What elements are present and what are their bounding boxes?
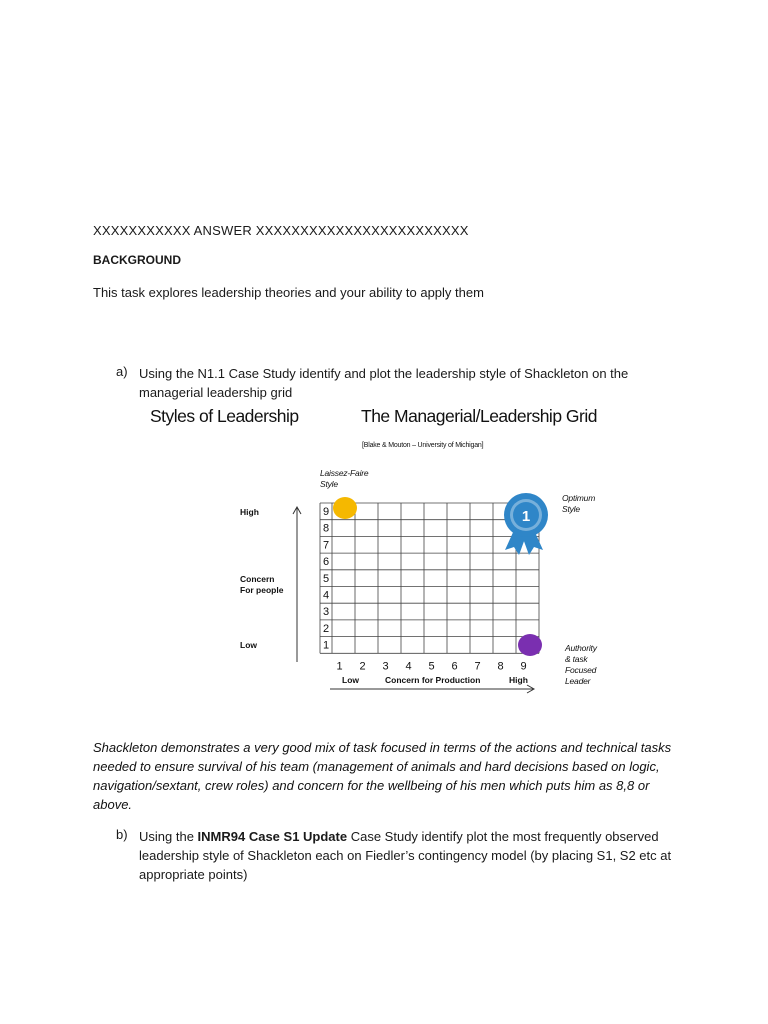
question-b-text [139, 827, 679, 884]
x-tick-label: 7 [474, 660, 481, 673]
question-b-post: Case Study identify plot the most frequently observed leadership style of Shackleton each on Fiedler’s contingency model (by placing S1, S2 etc at appropriate points) [139, 829, 672, 882]
authority-marker [518, 634, 542, 656]
laissez-faire-line-1: Laissez-Faire [320, 468, 369, 478]
ribbon-award-icon [504, 493, 548, 555]
x-tick-label: 3 [382, 660, 389, 673]
y-axis-concern-line-2: For people [240, 585, 284, 595]
x-axis-high-label: High [509, 675, 528, 685]
y-axis-low-label: Low [240, 640, 257, 650]
grid-lines [320, 503, 539, 653]
optimum-line-2: Style [562, 504, 580, 514]
y-tick-label: 8 [322, 522, 330, 535]
y-tick-label: 1 [322, 639, 330, 652]
figure-title-right: The Managerial/Leadership Grid [361, 406, 597, 426]
answer-line: XXXXXXXXXXX ANSWER XXXXXXXXXXXXXXXXXXXXXXXX [93, 223, 469, 238]
y-tick-label: 6 [322, 556, 330, 569]
x-axis-low-label: Low [342, 675, 359, 685]
y-tick-label: 7 [322, 539, 330, 552]
x-tick-label: 1 [336, 660, 343, 673]
laissez-faire-line-2: Style [320, 479, 338, 489]
question-b-marker: b) [116, 827, 128, 842]
x-tick-label: 9 [520, 660, 527, 673]
authority-line-3: Focused [565, 665, 597, 675]
question-b-pre: Using the [139, 829, 198, 844]
laissez-faire-marker [333, 497, 357, 519]
question-b-bold: INMR94 Case S1 Update [197, 829, 348, 844]
y-tick-label: 2 [322, 622, 330, 635]
x-axis-concern-label: Concern for Production [385, 675, 481, 685]
ribbon-number: 1 [521, 508, 531, 525]
optimum-line-1: Optimum [562, 493, 596, 503]
question-a-marker: a) [116, 364, 128, 379]
tick-labels [323, 506, 527, 672]
background-heading: BACKGROUND [93, 253, 181, 267]
y-axis-concern-line-1: Concern [240, 574, 275, 584]
intro-text: This task explores leadership theories and your ability to apply them [93, 285, 484, 300]
y-tick-label: 3 [322, 606, 330, 619]
authority-line-4: Leader [565, 676, 591, 686]
x-tick-label: 4 [405, 660, 412, 673]
y-tick-label: 4 [322, 589, 330, 602]
y-tick-label: 5 [322, 572, 330, 585]
y-axis-high-label: High [240, 507, 259, 517]
x-tick-label: 6 [451, 660, 458, 673]
figure-title-left: Styles of Leadership [150, 406, 299, 426]
x-tick-label: 2 [359, 660, 366, 673]
authority-line-2: & task [565, 654, 588, 664]
authority-line-1: Authority [565, 643, 597, 653]
x-tick-label: 5 [428, 660, 435, 673]
shackleton-answer-text: Shackleton demonstrates a very good mix of task focused in terms of the actions and technical tasks needed to ensure survival of his team (management of animals and hard decisions based on logic, navigation/sextant, crew roles) and concern for the wellbeing of his men which puts him as 8,8 or above. [93, 740, 672, 812]
figure-subtitle: [Blake & Mouton – University of Michigan] [362, 442, 484, 449]
y-tick-label: 9 [322, 506, 330, 518]
question-a-text: Using the N1.1 Case Study identify and plot the leadership style of Shackleton on the managerial leadership grid [139, 366, 629, 400]
x-tick-label: 8 [497, 660, 504, 673]
